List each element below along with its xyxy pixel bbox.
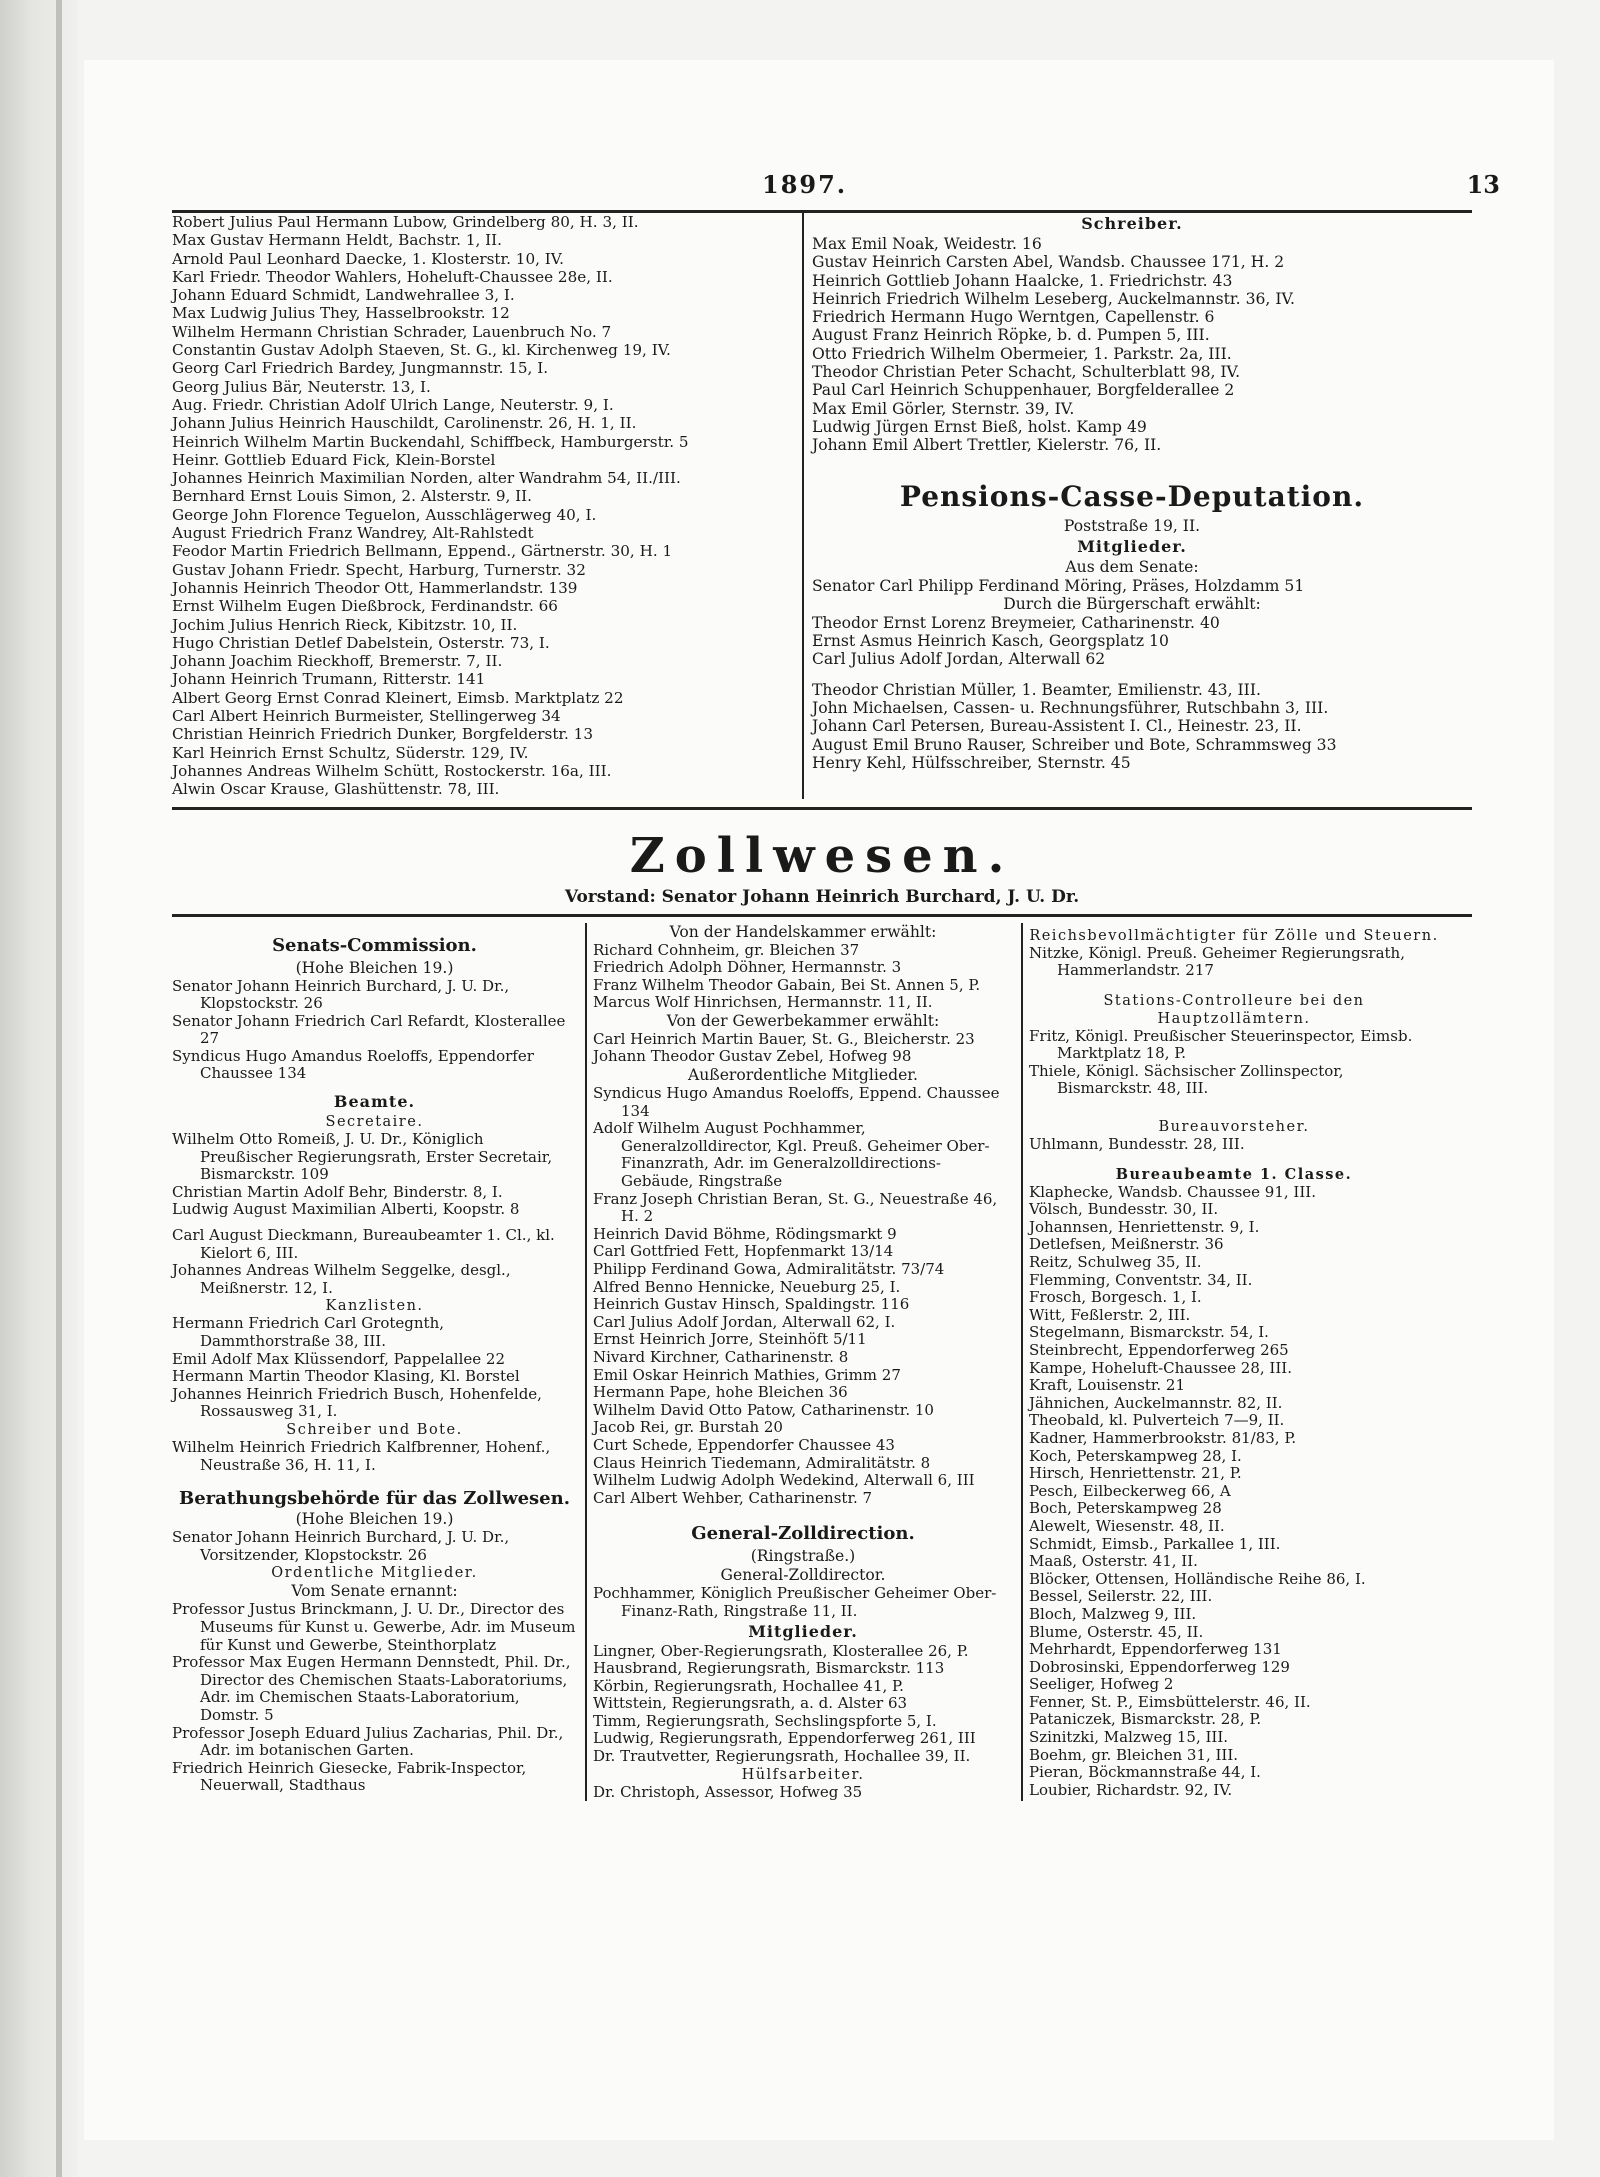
- list-entry: George John Florence Teguelon, Ausschlägerweg 40, I.: [172, 505, 597, 524]
- kanzlisten-heading: Kanzlisten.: [325, 1298, 424, 1315]
- list-entry: Wilhelm David Otto Patow, Catharinenstr. 10: [593, 1400, 934, 1419]
- pension-address: Poststraße 19, II.: [1063, 516, 1201, 535]
- list-entry: Karl Friedr. Theodor Wahlers, Hoheluft-Chaussee 28e, II.: [172, 267, 613, 286]
- list-entry: August Emil Bruno Rauser, Schreiber und Bote, Schrammsweg 33: [812, 735, 1337, 754]
- general-address: (Ringstraße.): [750, 1547, 856, 1566]
- list-entry: Senator Johann Heinrich Burchard, J. U. Dr., Klopstockstr. 26: [172, 976, 510, 1013]
- list-entry: Seeliger, Hofweg 2: [1029, 1675, 1174, 1694]
- gzd-mitglieder-list: [593, 1643, 1013, 1766]
- ordentliche-list: [172, 1601, 577, 1795]
- list-entry: Albert Georg Ernst Conrad Kleinert, Eimsb. Marktplatz 22: [172, 688, 624, 707]
- list-entry: Carl August Dieckmann, Bureaubeamter 1. Cl., kl. Kielort 6, III.: [172, 1226, 555, 1262]
- mitglieder-heading: Mitglieder.: [1077, 536, 1187, 556]
- list-entry: Mehrhardt, Eppendorferweg 131: [1029, 1640, 1282, 1659]
- list-entry: Theodor Christian Müller, 1. Beamter, Emilienstr. 43, III.: [812, 680, 1261, 699]
- list-entry: Kadner, Hammerbrookstr. 81/83, P.: [1029, 1428, 1297, 1447]
- schreiber-bote-heading: Schreiber und Bote.: [286, 1421, 463, 1438]
- top-section: [172, 210, 1472, 799]
- list-entry: Blöcker, Ottensen, Holländische Reihe 86, I.: [1029, 1569, 1366, 1588]
- list-entry: Johann Heinrich Trumann, Ritterstr. 141: [172, 670, 486, 689]
- list-entry: Dr. Trautvetter, Regierungsrath, Hochallee 39, II.: [593, 1747, 971, 1766]
- list-entry: Jacob Rei, gr. Burstah 20: [593, 1418, 783, 1437]
- list-entry: Hausbrand, Regierungsrath, Bismarckstr. 113: [593, 1659, 945, 1678]
- berath-address: (Hohe Bleichen 19.): [295, 1510, 454, 1529]
- list-entry: Alewelt, Wiesenstr. 48, II.: [1029, 1516, 1225, 1535]
- ausser-heading: Außerordentliche Mitglieder.: [687, 1066, 918, 1085]
- list-entry: Otto Friedrich Wilhelm Obermeier, 1. Parkstr. 2a, III.: [812, 344, 1232, 363]
- list-entry: Johann Carl Petersen, Bureau-Assistent I. Cl., Heinestr. 23, II.: [812, 717, 1302, 736]
- senats-heading: Senats-Commission.: [272, 934, 477, 956]
- list-entry: Professor Max Eugen Hermann Dennstedt, Phil. Dr., Director des Chemischen Staats-Laboratoriums, Adr. im Chemischen Staats-Laboratorium, Domstr. 5: [172, 1653, 571, 1724]
- list-entry: Hermann Martin Theodor Klasing, Kl. Borstel: [172, 1367, 520, 1386]
- list-entry: Wilhelm Hermann Christian Schrader, Lauenbruch No. 7: [172, 322, 612, 341]
- list-entry: Henry Kehl, Hülfsschreiber, Sternstr. 45: [812, 753, 1131, 772]
- secretaire-list: [172, 1131, 577, 1219]
- list-entry: Carl Albert Wehber, Catharinenstr. 7: [593, 1488, 873, 1507]
- column-rule-1: [585, 923, 587, 1802]
- list-entry: Maaß, Osterstr. 41, II.: [1029, 1552, 1198, 1571]
- list-entry: Theodor Christian Peter Schacht, Schulterblatt 98, IV.: [812, 363, 1241, 382]
- list-entry: Johann Emil Albert Trettler, Kielerstr. 76, II.: [812, 436, 1162, 455]
- list-entry: Friedrich Heinrich Giesecke, Fabrik-Inspector, Neuerwall, Stadthaus: [172, 1758, 527, 1795]
- bottom-column-2: [593, 923, 1013, 1802]
- list-entry: Körbin, Regierungsrath, Hochallee 41, P.: [593, 1676, 904, 1695]
- list-entry: Johann Joachim Rieckhoff, Bremerstr. 7, II.: [172, 652, 503, 671]
- list-entry: Syndicus Hugo Amandus Roeloffs, Eppend. Chaussee 134: [593, 1084, 1000, 1120]
- list-entry: Heinrich David Böhme, Rödingsmarkt 9: [593, 1224, 897, 1243]
- top-right-column: [812, 213, 1452, 799]
- list-entry: Fenner, St. P., Eimsbüttelerstr. 46, II.: [1029, 1692, 1311, 1711]
- buero-list: [172, 1227, 577, 1297]
- list-entry: Johannes Andreas Wilhelm Schütt, Rostockerstr. 16a, III.: [172, 761, 612, 780]
- bottom-section: [172, 923, 1472, 1802]
- beamte1-list: [1029, 1184, 1439, 1800]
- list-entry: Syndicus Hugo Amandus Roeloffs, Eppendorfer Chaussee 134: [172, 1046, 534, 1083]
- list-entry: Ludwig August Maximilian Alberti, Koopstr. 8: [172, 1200, 520, 1219]
- list-entry: Pataniczek, Bismarckstr. 28, P.: [1029, 1710, 1262, 1729]
- beamte-heading: Beamte.: [333, 1092, 416, 1112]
- list-entry: Marcus Wolf Hinrichsen, Hermannstr. 11, II.: [593, 993, 933, 1012]
- staff-list: [812, 681, 1452, 772]
- list-entry: Carl Julius Adolf Jordan, Alterwall 62: [812, 650, 1106, 669]
- list-entry: Carl Gottfried Fett, Hopfenmarkt 13/14: [593, 1242, 894, 1261]
- list-entry: Ludwig Jürgen Ernst Bieß, holst. Kamp 49: [812, 417, 1147, 436]
- list-entry: Lingner, Ober-Regierungsrath, Klosterallee 26, P.: [593, 1641, 969, 1660]
- list-entry: Frosch, Borgesch. 1, I.: [1029, 1288, 1202, 1307]
- list-entry: Bloch, Malzweg 9, III.: [1029, 1604, 1197, 1623]
- book-page: [84, 60, 1554, 2140]
- list-entry: Heinr. Gottlieb Eduard Fick, Klein-Borstel: [172, 450, 496, 469]
- zoll-title: Zollwesen.: [172, 807, 1472, 886]
- list-entry: Boehm, gr. Bleichen 31, III.: [1029, 1745, 1239, 1764]
- list-entry: Kraft, Louisenstr. 21: [1029, 1376, 1185, 1395]
- list-entry: Adolf Wilhelm August Pochhammer, Generalzolldirector, Kgl. Preuß. Geheimer Ober-Finanzrath, Adr. im Generalzolldirections-Gebäude, Ringstraße: [593, 1119, 990, 1191]
- list-entry: Aug. Friedr. Christian Adolf Ulrich Lange, Neuterstr. 9, I.: [172, 395, 614, 414]
- handels-list: [593, 942, 1013, 1012]
- list-entry: Ernst Heinrich Jorre, Steinhöft 5/11: [593, 1330, 867, 1349]
- senats-address: (Hohe Bleichen 19.): [295, 958, 454, 977]
- list-entry: Blume, Osterstr. 45, II.: [1029, 1622, 1204, 1641]
- list-entry: Hermann Friedrich Carl Grotegnth, Dammthorstraße 38, III.: [172, 1314, 444, 1350]
- list-entry: John Michaelsen, Cassen- u. Rechnungsführer, Rutschbahn 3, III.: [812, 699, 1329, 718]
- list-entry: Johannes Heinrich Maximilian Norden, alter Wandrahm 54, II./III.: [172, 469, 681, 488]
- list-entry: Johann Eduard Schmidt, Landwehrallee 3, I.: [172, 286, 515, 305]
- vorsteher-heading: Bureauvorsteher.: [1158, 1119, 1310, 1136]
- list-entry: Johannes Andreas Wilhelm Seggelke, desgl., Meißnerstr. 12, I.: [172, 1261, 511, 1297]
- list-entry: Professor Justus Brinckmann, J. U. Dr., Director des Museums für Kunst u. Gewerbe, Adr. im Museum für Kunst und Gewerbe, Steinthorplatz: [172, 1600, 576, 1654]
- ordentliche-heading: Ordentliche Mitglieder.: [271, 1565, 478, 1582]
- list-entry: Christian Martin Adolf Behr, Binderstr. 8, I.: [172, 1182, 503, 1201]
- list-entry: Flemming, Conventstr. 34, II.: [1029, 1270, 1253, 1289]
- list-entry: Jähnichen, Auckelmannstr. 82, II.: [1029, 1393, 1283, 1412]
- list-entry: Alwin Oscar Krause, Glashüttenstr. 78, III.: [172, 780, 500, 799]
- buerger-list: [812, 614, 1452, 669]
- list-entry: Heinrich Gottlieb Johann Haalcke, 1. Friedrichstr. 43: [812, 271, 1233, 290]
- list-entry: Constantin Gustav Adolph Staeven, St. G., kl. Kirchenweg 19, IV.: [172, 341, 671, 360]
- list-entry: Thiele, Königl. Sächsischer Zollinspector, Bismarckstr. 48, III.: [1029, 1061, 1344, 1098]
- list-entry: Professor Joseph Eduard Julius Zacharias, Phil. Dr., Adr. im botanischen Garten.: [172, 1723, 564, 1760]
- list-entry: Pesch, Eilbeckerweg 66, A: [1029, 1481, 1231, 1500]
- list-entry: Szinitzki, Malzweg 15, III.: [1029, 1728, 1229, 1747]
- list-entry: Max Emil Görler, Sternstr. 39, IV.: [812, 399, 1075, 418]
- list-entry: Wittstein, Regierungsrath, a. d. Alster 63: [593, 1694, 908, 1713]
- list-entry: Friedrich Hermann Hugo Werntgen, Capellenstr. 6: [812, 308, 1215, 327]
- bottom-column-3: [1029, 923, 1439, 1802]
- list-entry: Steinbrecht, Eppendorferweg 265: [1029, 1341, 1289, 1359]
- gewerbe-heading: Von der Gewerbekammer erwählt:: [666, 1011, 940, 1030]
- list-entry: Johann Julius Heinrich Hauschildt, Carolinenstr. 26, H. 1, II.: [172, 414, 637, 433]
- list-entry: Curt Schede, Eppendorfer Chaussee 43: [593, 1435, 895, 1454]
- pension-heading: Pensions-Casse-Deputation.: [899, 479, 1365, 513]
- list-entry: Feodor Martin Friedrich Bellmann, Eppend., Gärtnerstr. 30, H. 1: [172, 542, 673, 561]
- list-entry: Bessel, Seilerstr. 22, III.: [1029, 1587, 1213, 1606]
- list-entry: Wilhelm Heinrich Friedrich Kalfbrenner, Hohenf., Neustraße 36, H. 11, I.: [172, 1437, 551, 1474]
- list-entry: Theodor Ernst Lorenz Breymeier, Catharinenstr. 40: [812, 613, 1220, 632]
- list-entry: August Friedrich Franz Wandrey, Alt-Rahlstedt: [172, 524, 534, 543]
- ausser-list: [593, 1085, 1013, 1507]
- list-entry: Arnold Paul Leonhard Daecke, 1. Klosterstr. 10, IV.: [172, 249, 564, 268]
- list-entry: Klaphecke, Wandsb. Chaussee 91, III.: [1029, 1182, 1316, 1201]
- kanzlisten-list: [172, 1315, 577, 1421]
- list-entry: Schmidt, Eimsb., Parkallee 1, III.: [1029, 1534, 1281, 1553]
- page-content: [172, 170, 1500, 1801]
- huelfs-heading: Hülfsarbeiter.: [741, 1766, 865, 1783]
- list-entry: Stegelmann, Bismarckstr. 54, I.: [1029, 1323, 1269, 1342]
- reichs-heading: Reichsbevollmächtigter für Zölle und Steuern.: [1029, 927, 1439, 944]
- list-entry: Jochim Julius Henrich Rieck, Kibitzstr. 10, II.: [172, 615, 518, 634]
- list-entry: Emil Adolf Max Klüssendorf, Pappelallee 22: [172, 1349, 505, 1368]
- list-entry: Ernst Asmus Heinrich Kasch, Georgsplatz 10: [812, 632, 1169, 651]
- schreiber-list: [812, 235, 1452, 455]
- vorsteher-entry: Uhlmann, Bundesstr. 28, III.: [1029, 1135, 1245, 1154]
- list-entry: Loubier, Richardstr. 92, IV.: [1029, 1780, 1233, 1799]
- list-entry: Witt, Feßlerstr. 2, III.: [1029, 1305, 1191, 1324]
- zoll-vorstand: Vorstand: Senator Johann Heinrich Burchard, J. U. Dr.: [172, 886, 1472, 917]
- list-entry: Boch, Peterskampweg 28: [1029, 1499, 1222, 1518]
- buerger-heading: Durch die Bürgerschaft erwählt:: [1003, 594, 1261, 613]
- vom-senate-heading: Vom Senate ernannt:: [291, 1582, 458, 1601]
- berath-chair: Senator Johann Heinrich Burchard, J. U. Dr., Vorsitzender, Klopstockstr. 26: [172, 1528, 510, 1564]
- list-entry: Fritz, Königl. Preußischer Steuerinspector, Eimsb. Marktplatz 18, P.: [1029, 1026, 1413, 1063]
- list-entry: Hermann Pape, hohe Bleichen 36: [593, 1383, 848, 1402]
- list-entry: Heinrich Wilhelm Martin Buckendahl, Schiffbeck, Hamburgerstr. 5: [172, 432, 689, 451]
- list-entry: Max Emil Noak, Weidestr. 16: [812, 235, 1042, 253]
- list-entry: Carl Julius Adolf Jordan, Alterwall 62, I.: [593, 1312, 896, 1331]
- list-entry: Paul Carl Heinrich Schuppenhauer, Borgfelderallee 2: [812, 381, 1235, 400]
- page-year: 1897.: [762, 170, 848, 199]
- list-entry: Gustav Johann Friedr. Specht, Harburg, Turnerstr. 32: [172, 560, 586, 579]
- gewerbe-list: [593, 1031, 1013, 1066]
- scan-left-edge: [0, 0, 78, 2177]
- bottom-column-1: [172, 923, 577, 1802]
- list-entry: Nivard Kirchner, Catharinenstr. 8: [593, 1347, 849, 1366]
- gzd-mitglieder-heading: Mitglieder.: [748, 1621, 858, 1641]
- schreiber-bote-list: [172, 1439, 577, 1474]
- gzd-entry: Pochhammer, Königlich Preußischer Geheimer Ober-Finanz-Rath, Ringstraße 11, II.: [593, 1584, 997, 1620]
- list-entry: Kampe, Hoheluft-Chaussee 28, III.: [1029, 1358, 1292, 1377]
- list-entry: Timm, Regierungsrath, Sechslingspforte 5, I.: [593, 1711, 937, 1730]
- list-entry: Dobrosinski, Eppendorferweg 129: [1029, 1657, 1290, 1676]
- list-entry: Carl Albert Heinrich Burmeister, Stellingerweg 34: [172, 707, 561, 726]
- book-gutter: [56, 0, 62, 2177]
- column-rule-2: [1021, 923, 1023, 1802]
- list-entry: Wilhelm Otto Romeiß, J. U. Dr., Königlich Preußischer Regierungsrath, Erster Secretair, Bismarckstr. 109: [172, 1130, 553, 1184]
- list-entry: Friedrich Adolph Döhner, Hermannstr. 3: [593, 958, 902, 977]
- list-entry: Georg Carl Friedrich Bardey, Jungmannstr. 15, I.: [172, 359, 549, 378]
- schreiber-heading: Schreiber.: [1081, 214, 1183, 233]
- list-entry: Johannis Heinrich Theodor Ott, Hammerlandstr. 139: [172, 578, 578, 597]
- list-entry: Detlefsen, Meißnerstr. 36: [1029, 1235, 1224, 1254]
- list-entry: Georg Julius Bär, Neuterstr. 13, I.: [172, 377, 431, 396]
- list-entry: Senator Johann Friedrich Carl Refardt, Klosterallee 27: [172, 1011, 566, 1048]
- beamte1-heading: Bureaubeamte 1. Classe.: [1115, 1165, 1353, 1183]
- list-entry: Alfred Benno Hennicke, Neueburg 25, I.: [593, 1277, 901, 1296]
- list-entry: Bernhard Ernst Louis Simon, 2. Alsterstr. 9, II.: [172, 487, 532, 506]
- gzd-heading: General-Zolldirector.: [720, 1566, 886, 1585]
- column-rule: [802, 213, 804, 799]
- list-entry: Karl Heinrich Ernst Schultz, Süderstr. 129, IV.: [172, 743, 529, 762]
- list-entry: Pieran, Böckmannstraße 44, I.: [1029, 1763, 1261, 1782]
- list-entry: Reitz, Schulweg 35, II.: [1029, 1253, 1202, 1272]
- senate-heading: Aus dem Senate:: [1065, 557, 1199, 576]
- list-entry: Emil Oskar Heinrich Mathies, Grimm 27: [593, 1365, 901, 1384]
- general-heading: General-Zolldirection.: [691, 1523, 915, 1545]
- list-entry: Hugo Christian Detlef Dabelstein, Osterstr. 73, I.: [172, 633, 550, 652]
- list-entry: Johannsen, Henriettenstr. 9, I.: [1029, 1217, 1260, 1236]
- list-entry: Völsch, Bundesstr. 30, II.: [1029, 1200, 1219, 1219]
- top-left-list: [172, 213, 792, 799]
- list-entry: Carl Heinrich Martin Bauer, St. G., Bleicherstr. 23: [593, 1029, 975, 1048]
- list-entry: Hirsch, Henriettenstr. 21, P.: [1029, 1464, 1242, 1483]
- list-entry: Theobald, kl. Pulverteich 7—9, II.: [1029, 1411, 1285, 1430]
- secretaire-heading: Secretaire.: [325, 1114, 424, 1131]
- list-entry: Franz Joseph Christian Beran, St. G., Neuestraße 46, H. 2: [593, 1189, 998, 1226]
- list-entry: Ludwig, Regierungsrath, Eppendorferweg 261, III: [593, 1729, 976, 1748]
- list-entry: Franz Wilhelm Theodor Gabain, Bei St. Annen 5, P.: [593, 975, 981, 994]
- list-entry: Heinrich Gustav Hinsch, Spaldingstr. 116: [593, 1295, 910, 1314]
- list-entry: Philipp Ferdinand Gowa, Admiralitätstr. 73/74: [593, 1260, 945, 1278]
- list-entry: Christian Heinrich Friedrich Dunker, Borgfelderstr. 13: [172, 725, 594, 744]
- berath-heading: Berathungsbehörde für das Zollwesen.: [179, 1488, 570, 1510]
- list-entry: August Franz Heinrich Röpke, b. d. Pumpen 5, III.: [812, 326, 1210, 345]
- list-entry: Max Ludwig Julius They, Hasselbrookstr. 12: [172, 304, 510, 323]
- list-entry: Heinrich Friedrich Wilhelm Leseberg, Auckelmannstr. 36, IV.: [812, 289, 1295, 308]
- page-header: [172, 170, 1500, 210]
- senate-member: Senator Carl Philipp Ferdinand Möring, Präses, Holzdamm 51: [812, 576, 1305, 595]
- page-number: 13: [1466, 170, 1500, 199]
- senats-list: [172, 978, 577, 1084]
- list-entry: Robert Julius Paul Hermann Lubow, Grindelberg 80, H. 3, II.: [172, 213, 639, 231]
- list-entry: Ernst Wilhelm Eugen Dießbrock, Ferdinandstr. 66: [172, 597, 558, 616]
- list-entry: Koch, Peterskampweg 28, I.: [1029, 1446, 1242, 1465]
- reichs-entry: Nitzke, Königl. Preuß. Geheimer Regierungsrath, Hammerlandstr. 217: [1029, 943, 1405, 980]
- stations-list: [1029, 1028, 1439, 1098]
- list-entry: Richard Cohnheim, gr. Bleichen 37: [593, 940, 860, 959]
- list-entry: Claus Heinrich Tiedemann, Admiralitätstr. 8: [593, 1453, 931, 1472]
- list-entry: Johannes Heinrich Friedrich Busch, Hohenfelde, Rossausweg 31, I.: [172, 1384, 542, 1421]
- list-entry: Max Gustav Hermann Heldt, Bachstr. 1, II.: [172, 231, 502, 250]
- handels-heading: Von der Handelskammer erwählt:: [669, 922, 937, 941]
- list-entry: Wilhelm Ludwig Adolph Wedekind, Alterwall 6, III: [593, 1471, 975, 1490]
- list-entry: Gustav Heinrich Carsten Abel, Wandsb. Chaussee 171, H. 2: [812, 253, 1285, 272]
- huelfs-entry: Dr. Christoph, Assessor, Hofweg 35: [593, 1782, 863, 1801]
- list-entry: Johann Theodor Gustav Zebel, Hofweg 98: [593, 1047, 912, 1066]
- stations-heading: Stations-Controlleure bei den Hauptzollämtern.: [1103, 992, 1365, 1027]
